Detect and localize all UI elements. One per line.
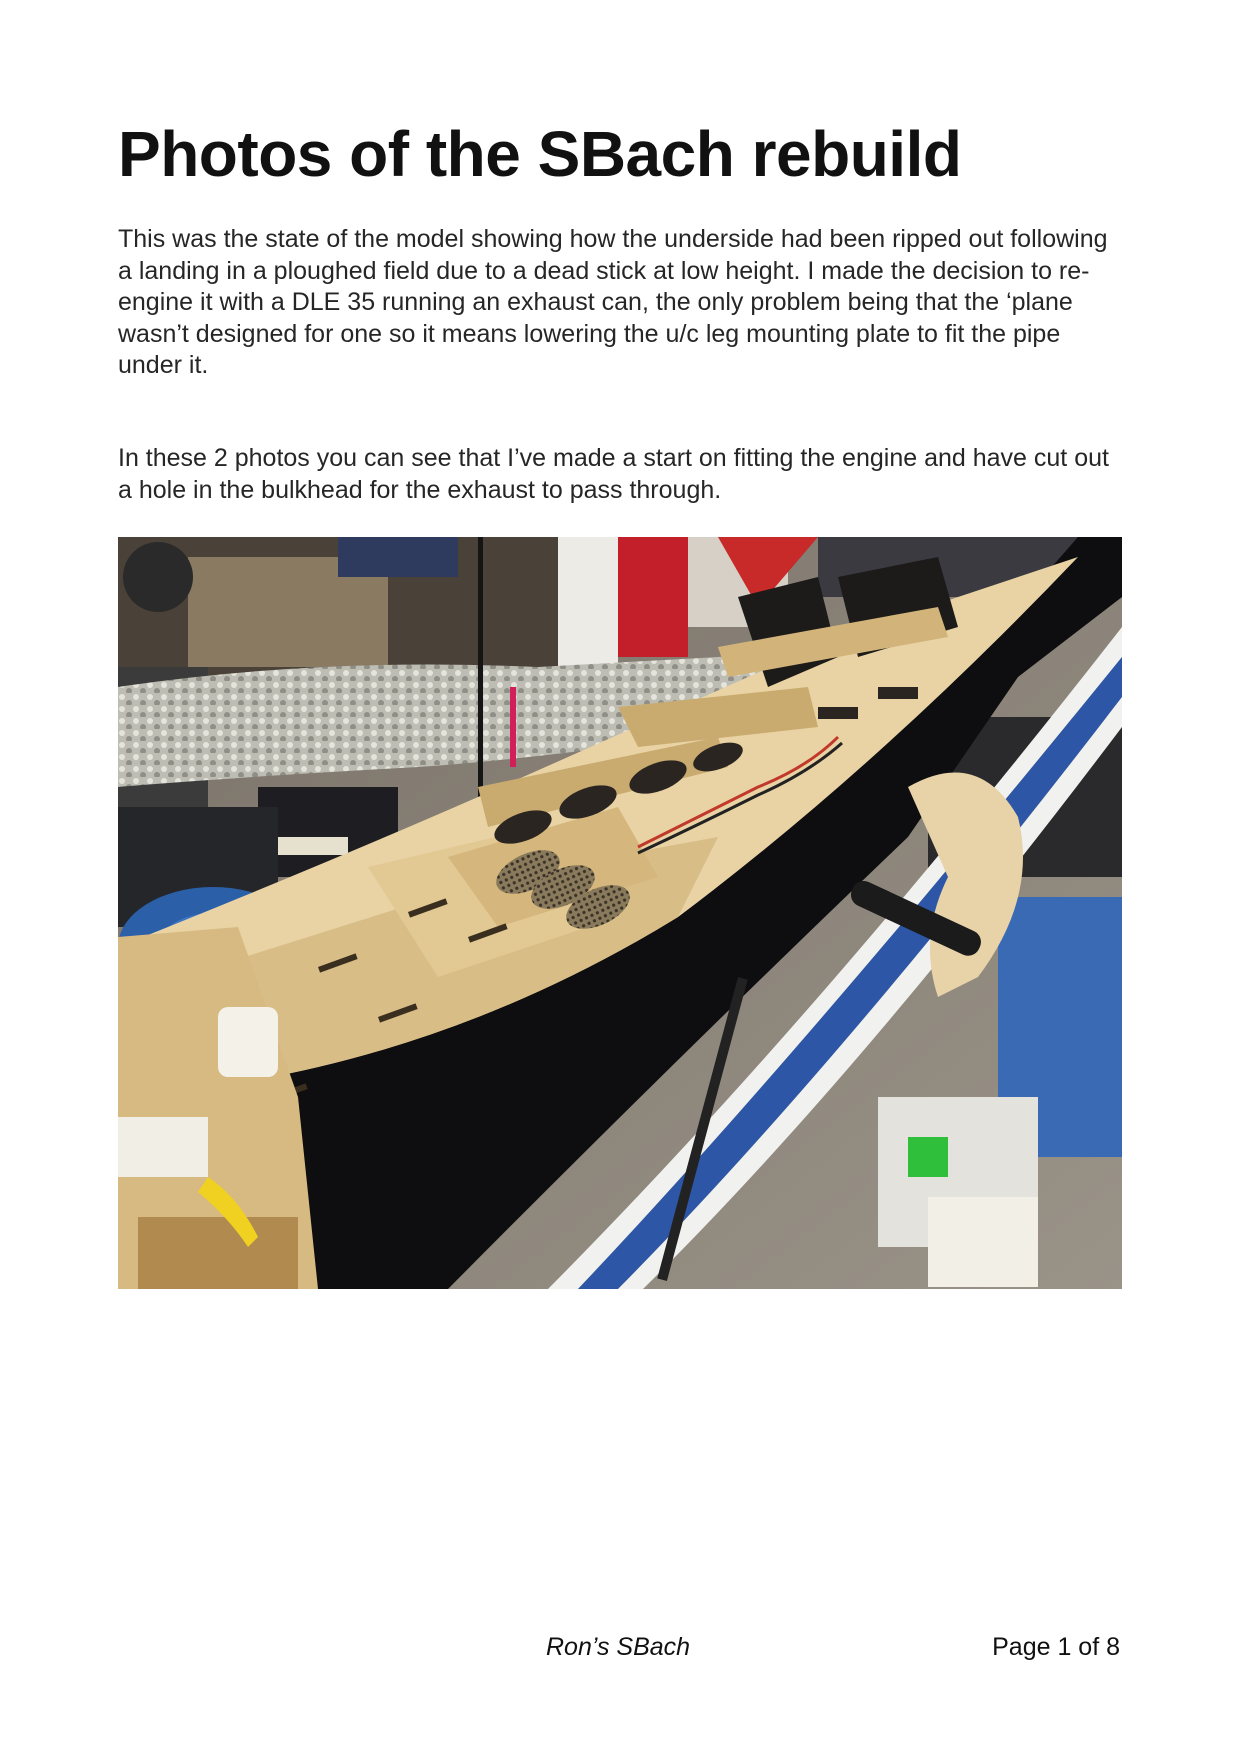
- footer-document-title: Ron’s SBach: [546, 1633, 691, 1661]
- footer-page-number: Page 1 of 8: [992, 1633, 1120, 1661]
- page-title: Photos of the SBach rebuild: [118, 118, 962, 190]
- fuselage-photo: [118, 537, 1122, 1289]
- intro-paragraph: This was the state of the model showing how the underside had been ripped out following a landing in a ploughed field due to a dead stick at low height. I made the decision to re-engine it with a DLE 35 running an exhaust can, the only problem being that the ‘plane wasn’t designed for one so it means lowering the u/c leg mounting plate to fit the pipe under it.: [118, 225, 1108, 379]
- photos-paragraph: In these 2 photos you can see that I’ve made a start on fitting the engine and have cut out a hole in the bulkhead for the exhaust to pass through.: [118, 444, 1109, 504]
